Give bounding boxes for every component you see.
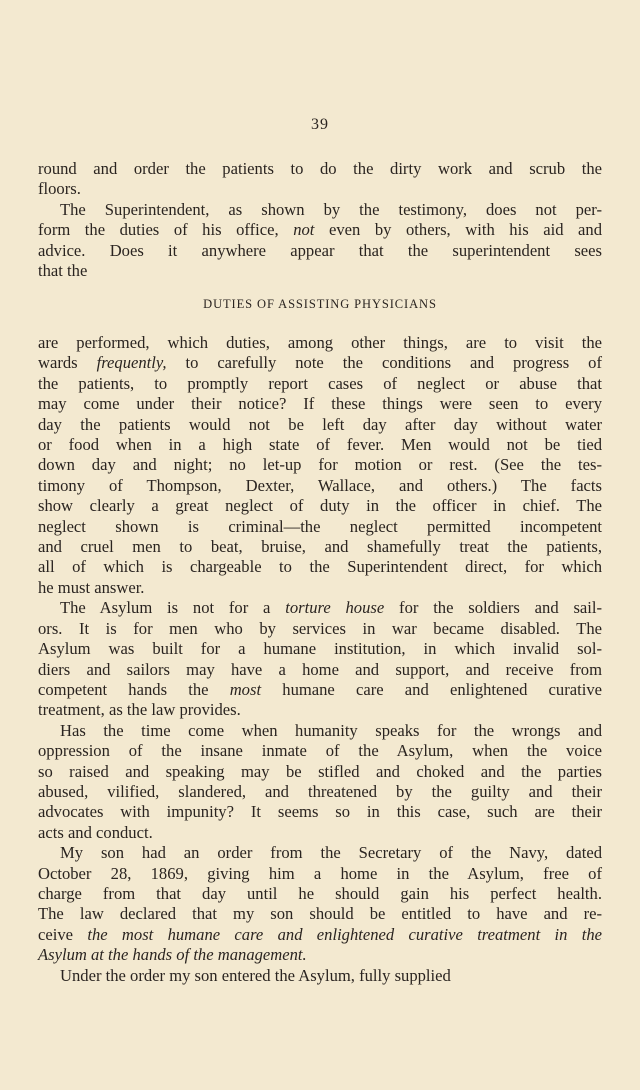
text-line (38, 945, 602, 965)
page-number: 39 (311, 116, 329, 133)
italic-text: frequently, (96, 353, 167, 373)
text-line: October 28, 1869, giving him a home in the Asylum, free of (38, 863, 602, 883)
text-line: round and order the patients to do the dirty work and scrub the (38, 159, 602, 178)
italic-text: Asylum at the hands of the management. (38, 945, 307, 965)
text-line: that the (38, 261, 88, 281)
text-line: wards frequently, to carefully note the conditions and progress of (38, 353, 602, 373)
text-line: form the duties of his office, not even by others, with his aid and (38, 220, 602, 240)
text-line: The law declared that my son should be entitled to have and re- (38, 904, 602, 924)
text-line: are performed, which duties, among other things, are to visit the (38, 333, 602, 352)
text-line: oppression of the insane inmate of the Asylum, when the voice (38, 741, 602, 761)
text-line: so raised and speaking may be stifled and choked and the parties (38, 761, 602, 781)
text-line: show clearly a great neglect of duty in the officer in chief. The (38, 496, 602, 516)
text-line: may come under their notice? If these things were seen to every (38, 394, 602, 414)
text-line: Under the order my son entered the Asylum, fully supplied (60, 965, 451, 985)
paragraph-block-top (38, 159, 602, 281)
text-line: he must answer. (38, 577, 145, 597)
text-line: advice. Does it anywhere appear that the superintendent sees (38, 240, 602, 260)
text-line: day the patients would not be left day after day without water (38, 414, 602, 434)
italic-text: not (293, 220, 315, 240)
text-line: floors. (38, 179, 81, 199)
text-line: neglect shown is criminal—the neglect permitted incompetent (38, 516, 602, 536)
text-line: diers and sailors may have a home and support, and receive from (38, 659, 602, 679)
italic-text: most (229, 679, 262, 699)
text-line: acts and conduct. (38, 822, 153, 842)
italic-text: torture house (285, 598, 385, 618)
text-line: timony of Thompson, Dexter, Wallace, and others.) The facts (38, 475, 602, 495)
paragraph-block-main (38, 333, 602, 986)
italic-text: the most humane care and enlightened curative treatment in the (87, 924, 602, 944)
text-line: The Asylum is not for a torture house for the soldiers and sail- (60, 598, 603, 618)
text-line: abused, vilified, slandered, and threatened by the guilty and their (38, 781, 602, 801)
text-line: The Superintendent, as shown by the testimony, does not per- (60, 199, 602, 219)
text-line: ceive the most humane care and enlightened curative treatment in the (38, 924, 602, 944)
text-line: advocates with impunity? It seems so in this case, such are their (38, 802, 602, 822)
text-line: the patients, to promptly report cases of neglect or abuse that (38, 373, 602, 393)
text-line: competent hands the most humane care and enlightened curative (38, 679, 602, 699)
text-line: down day and night; no let-up for motion or rest. (See the tes- (38, 455, 602, 475)
text-line: all of which is chargeable to the Superintendent direct, for which (38, 557, 602, 577)
text-line: My son had an order from the Secretary of the Navy, dated (60, 843, 602, 863)
text-line: ors. It is for men who by services in war became disabled. The (38, 618, 602, 638)
text-line: or food when in a high state of fever. Men would not be tied (38, 435, 602, 455)
text-line: Asylum was built for a humane institution, in which invalid sol- (38, 639, 602, 659)
text-line: and cruel men to beat, bruise, and shamefully treat the patients, (38, 537, 602, 557)
text-line: charge from that day until he should gain his perfect health. (38, 883, 602, 903)
text-line: Has the time come when humanity speaks for the wrongs and (60, 720, 602, 740)
text-line: treatment, as the law provides. (38, 700, 241, 720)
section-heading: DUTIES OF ASSISTING PHYSICIANS (203, 297, 437, 311)
